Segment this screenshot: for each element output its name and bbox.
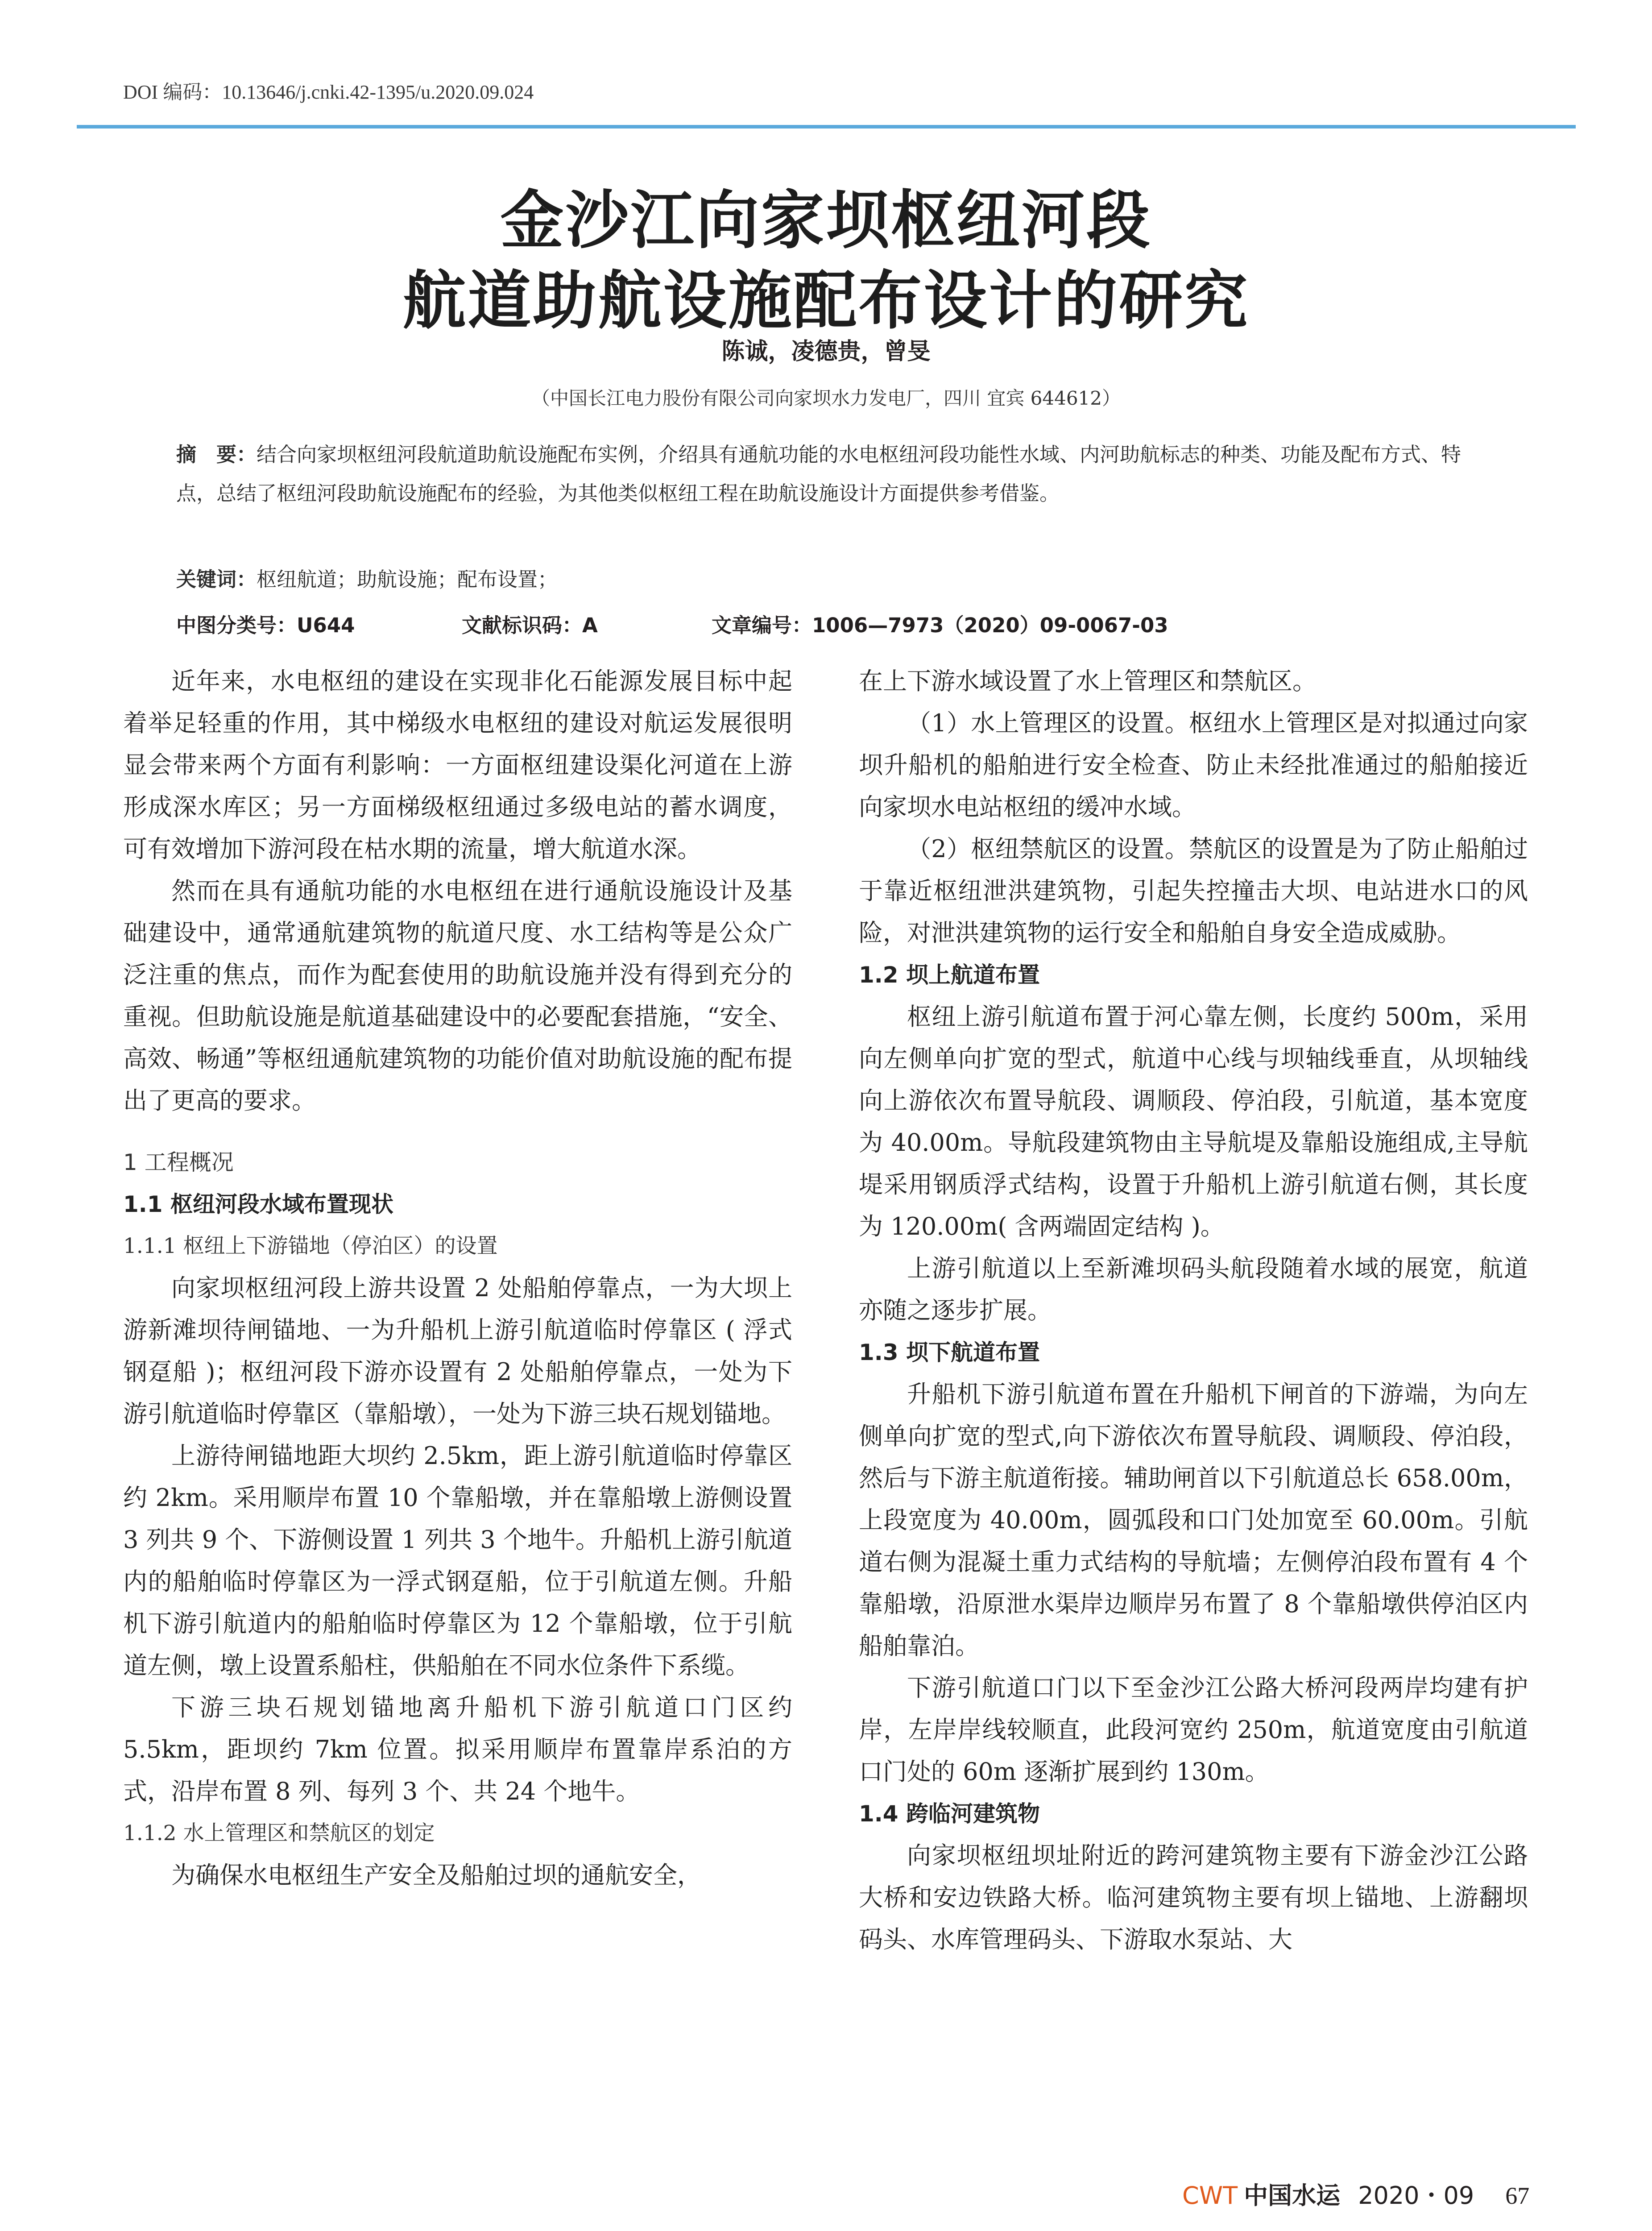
paragraph: 向家坝枢纽河段上游共设置 2 处船舶停靠点，一为大坝上游新滩坝待闸锚地、一为升船机上游引航道临时停靠区 ( 浮式钢趸船 )；枢纽河段下游亦设置有 2 处船舶停靠点，一处为下游引航道临时停靠区（靠船墩），一处为下游三块石规划锚地。 [123,1274,792,1428]
section-heading: 1 工程概况 [123,1149,234,1175]
paragraph: 近年来，水电枢纽的建设在实现非化石能源发展目标中起着举足轻重的作用，其中梯级水电枢纽的建设对航运发展很明显会带来两个方面有利影响：一方面枢纽建设渠化河道在上游形成深水库区；另一方面梯级枢纽通过多级电站的蓄水调度，可有效增加下游河段在枯水期的流量，增大航道水深。 [123,667,792,863]
subsection-heading: 1.2 坝上航道布置 [859,962,1040,988]
paragraph: 下游引航道口门以下至金沙江公路大桥河段两岸均建有护岸，左岸岸线较顺直，此段河宽约 250m，航道宽度由引航道口门处的 60m 逐渐扩展到约 130m。 [859,1674,1528,1786]
paragraph: 为确保水电枢纽生产安全及船舶过坝的通航安全， [171,1861,701,1889]
paragraph: （2）枢纽禁航区的设置。禁航区的设置是为了防止船舶过于靠近枢纽泄洪建筑物，引起失控撞击大坝、电站进水口的风险，对泄洪建筑物的运行安全和船舶自身安全造成威胁。 [859,835,1528,947]
paragraph: 上游引航道以上至新滩坝码头航段随着水域的展宽，航道亦随之逐步扩展。 [859,1254,1528,1324]
paragraph: （1）水上管理区的设置。枢纽水上管理区是对拟通过向家坝升船机的船舶进行安全检查、防止未经批准通过的船舶接近向家坝水电站枢纽的缓冲水域。 [859,709,1528,821]
keywords-text: 枢纽航道；助航设施；配布设置； [257,568,558,591]
abstract [176,435,1483,513]
doi-code: DOI 编码：10.13646/j.cnki.42-1395/u.2020.09.024 [123,81,534,103]
clc-number: 中图分类号：U644 [176,614,355,637]
page-footer [1182,2177,1575,2211]
keywords-label: 关键词： [176,568,257,591]
authors: 陈诚，凌德贵，曾旻 [721,338,931,365]
paragraph: 下游三块石规划锚地离升船机下游引航道口门区约 5.5km，距坝约 7km 位置。拟采用顺岸布置靠岸系泊的方式，沿岸布置 8 列、每列 3 个、共 24 个地牛。 [123,1693,792,1805]
title-line-2: 航道助航设施配布设计的研究 [402,264,1250,338]
subsection-heading: 1.1 枢纽河段水域布置现状 [123,1191,393,1217]
subsection-heading: 1.3 坝下航道布置 [859,1339,1040,1365]
header-rule [77,125,1576,129]
left-column [123,660,792,1896]
issue-date: 2020・09 [1358,2181,1474,2210]
abstract-text: 结合向家坝枢纽河段航道助航设施配布实例，介绍具有通航功能的水电枢纽河段功能性水域、内河助航标志的种类、功能及配布方式、特点，总结了枢纽河段助航设施配布的经验，为其他类似枢纽工程在助航设施设计方面提供参考借鉴。 [176,443,1462,505]
paragraph: 升船机下游引航道布置在升船机下闸首的下游端，为向左侧单向扩宽的型式,向下游依次布置导航段、调顺段、停泊段，然后与下游主航道衔接。辅助闸首以下引航道总长 658.00m，上段宽度为 40.00m，圆弧段和口门处加宽至 60.00m。引航道右侧为混凝土重力式结构的导航墙；左侧停泊段布置有 4 个靠船墩，沿原泄水渠岸边顺岸另布置了 8 个靠船墩供停泊区内船舶靠泊。 [859,1380,1528,1660]
abstract-label: 摘 要： [176,443,257,466]
page-number: 67 [1505,2182,1530,2209]
magazine-name: 中国水运 [1244,2181,1341,2210]
paragraph: 枢纽上游引航道布置于河心靠左侧，长度约 500m，采用向左侧单向扩宽的型式，航道中心线与坝轴线垂直，从坝轴线向上游依次布置导航段、调顺段、停泊段，引航道，基本宽度为 40.00m。导航段建筑物由主导航堤及靠船设施组成,主导航堤采用钢质浮式结构，设置于升船机上游引航道右侧，其长度为 120.00m( 含两端固定结构 )。 [859,1003,1528,1240]
affiliation: （中国长江电力股份有限公司向家坝水力发电厂，四川 宜宾 644612） [531,387,1121,409]
subsubsection-heading: 1.1.1 枢纽上下游锚地（停泊区）的设置 [123,1234,498,1258]
subsubsection-heading: 1.1.2 水上管理区和禁航区的划定 [123,1821,435,1845]
article-number: 文章编号：1006—7973（2020）09-0067-03 [712,614,1168,637]
subsection-heading: 1.4 跨临河建筑物 [859,1801,1040,1827]
paragraph: 然而在具有通航功能的水电枢纽在进行通航设施设计及基础建设中，通常通航建筑物的航道尺度、水工结构等是公众广泛注重的焦点，而作为配套使用的助航设施并没有得到充分的重视。但助航设施是航道基础建设中的必要配套措施，“安全、高效、畅通”等枢纽通航建筑物的功能价值对助航设施的配布提出了更高的要求。 [123,877,792,1115]
right-column [859,660,1528,1961]
paragraph: 在上下游水域设置了水上管理区和禁航区。 [859,667,1317,695]
paragraph: 向家坝枢纽坝址附近的跨河建筑物主要有下游金沙江公路大桥和安边铁路大桥。临河建筑物主要有坝上锚地、上游翻坝码头、水库管理码头、下游取水泵站、大 [859,1841,1528,1953]
paragraph: 上游待闸锚地距大坝约 2.5km，距上游引航道临时停靠区约 2km。采用顺岸布置 10 个靠船墩，并在靠船墩上游侧设置 3 列共 9 个、下游侧设置 1 列共 3 个地牛。升船机上游引航道内的船舶临时停靠区为一浮式钢趸船，位于引航道左侧。升船机下游引航道内的船舶临时停靠区为 12 个靠船墩，位于引航道左侧，墩上设置系船柱，供船舶在不同水位条件下系缆。 [123,1442,792,1679]
document-code: 文献标识码：A [462,614,598,637]
keywords [176,563,558,592]
title-line-1: 金沙江向家坝枢纽河段 [500,183,1152,257]
cwt-logo: CWT [1182,2181,1238,2210]
